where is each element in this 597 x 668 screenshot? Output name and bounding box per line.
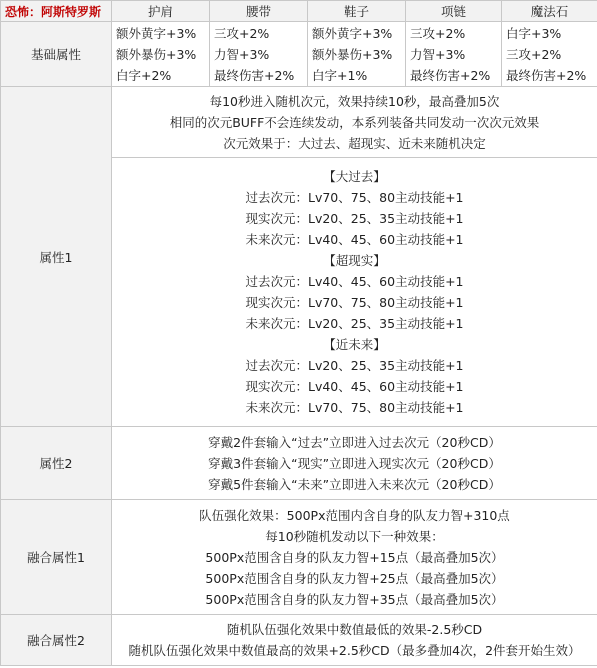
basic-stat: 白字+3% <box>506 25 562 41</box>
basic-stat: 三攻+2% <box>410 25 466 41</box>
effect-line: 现实次元：Lv20、25、35主动技能+1 <box>245 211 464 226</box>
attribute2-line: 穿戴5件套输入“未来”立即进入未来次元（20秒CD） <box>208 476 501 492</box>
basic-stat: 额外暴伤+3% <box>116 46 197 62</box>
basic-attributes-row <box>1 22 597 87</box>
fusion1-content <box>112 500 597 615</box>
effect-group-heading: 【超现实】 <box>323 253 386 268</box>
fusion2-label: 融合属性2 <box>1 615 112 666</box>
basic-stat: 额外黄字+3% <box>312 25 393 41</box>
basic-cell-magic-stone <box>502 22 597 87</box>
attribute2-line: 穿戴2件套输入“过去”立即进入过去次元（20秒CD） <box>208 434 501 450</box>
dimension-effects <box>112 158 597 427</box>
fusion1-line: 每10秒随机发动以下一种效果： <box>265 528 444 544</box>
set-title: 恐怖：阿斯特罗斯 <box>1 1 112 22</box>
attribute2-line: 穿戴3件套输入“现实”立即进入现实次元（20秒CD） <box>208 455 501 471</box>
column-header-magic-stone: 魔法石 <box>502 1 597 22</box>
basic-stat: 最终伤害+2% <box>506 67 587 83</box>
basic-stat: 力智+3% <box>214 46 270 62</box>
basic-cell-shoes <box>308 22 406 87</box>
basic-stat: 三攻+2% <box>506 46 562 62</box>
attribute2-content <box>112 427 597 500</box>
column-header-shoulder: 护肩 <box>112 1 210 22</box>
effect-line: 未来次元：Lv40、45、60主动技能+1 <box>245 232 464 247</box>
attribute1-label: 属性1 <box>1 87 112 427</box>
fusion1-line: 500Px范围含自身的队友力智+25点（最高叠加5次） <box>205 570 504 586</box>
basic-stat: 最终伤害+2% <box>410 67 491 83</box>
column-header-necklace: 项链 <box>406 1 502 22</box>
basic-stat: 最终伤害+2% <box>214 67 295 83</box>
effect-line: 过去次元：Lv40、45、60主动技能+1 <box>245 274 464 289</box>
basic-stat: 白字+1% <box>312 67 368 83</box>
dimension-intro <box>112 87 597 158</box>
fusion2-row <box>1 615 597 666</box>
fusion1-row <box>1 500 597 615</box>
attribute2-row <box>1 427 597 500</box>
column-header-shoes: 鞋子 <box>308 1 406 22</box>
basic-stat: 白字+2% <box>116 67 172 83</box>
fusion1-line: 500Px范围含自身的队友力智+35点（最高叠加5次） <box>205 591 504 607</box>
effect-line: 未来次元：Lv20、25、35主动技能+1 <box>245 316 464 331</box>
intro-line: 次元效果于：大过去、超现实、近未来随机决定 <box>223 135 486 151</box>
effect-line: 过去次元：Lv70、75、80主动技能+1 <box>245 190 464 205</box>
effect-line: 未来次元：Lv70、75、80主动技能+1 <box>245 400 464 415</box>
intro-line: 相同的次元BUFF不会连续发动，本系列装备共同发动一次次元效果 <box>169 114 540 130</box>
effect-group-heading: 【近未来】 <box>323 337 386 352</box>
basic-cell-belt <box>210 22 308 87</box>
fusion1-line: 500Px范围含自身的队友力智+15点（最高叠加5次） <box>205 549 504 565</box>
fusion2-line: 随机队伍强化效果中数值最高的效果+2.5秒CD（最多叠加4次，2件套开始生效） <box>128 643 581 658</box>
header-row <box>1 1 597 22</box>
basic-attributes-label: 基础属性 <box>1 22 112 87</box>
column-header-belt: 腰带 <box>210 1 308 22</box>
effect-group-heading: 【大过去】 <box>323 169 386 184</box>
fusion1-line: 队伍强化效果：500Px范围内含自身的队友力智+310点 <box>199 507 510 523</box>
basic-stat: 额外暴伤+3% <box>312 46 393 62</box>
intro-line: 每10秒进入随机次元，效果持续10秒，最高叠加5次 <box>209 93 500 109</box>
effect-line: 现实次元：Lv40、45、60主动技能+1 <box>245 379 464 394</box>
fusion2-content <box>112 615 597 666</box>
fusion1-label: 融合属性1 <box>1 500 112 615</box>
basic-cell-necklace <box>406 22 502 87</box>
fusion2-line: 随机队伍强化效果中数值最低的效果-2.5秒CD <box>226 622 483 637</box>
effect-line: 现实次元：Lv70、75、80主动技能+1 <box>245 295 464 310</box>
basic-stat: 三攻+2% <box>214 25 270 41</box>
basic-stat: 额外黄字+3% <box>116 25 197 41</box>
basic-cell-shoulder <box>112 22 210 87</box>
effect-line: 过去次元：Lv20、25、35主动技能+1 <box>245 358 464 373</box>
attribute1-row <box>1 87 597 158</box>
basic-stat: 力智+3% <box>410 46 466 62</box>
attribute2-label: 属性2 <box>1 427 112 500</box>
